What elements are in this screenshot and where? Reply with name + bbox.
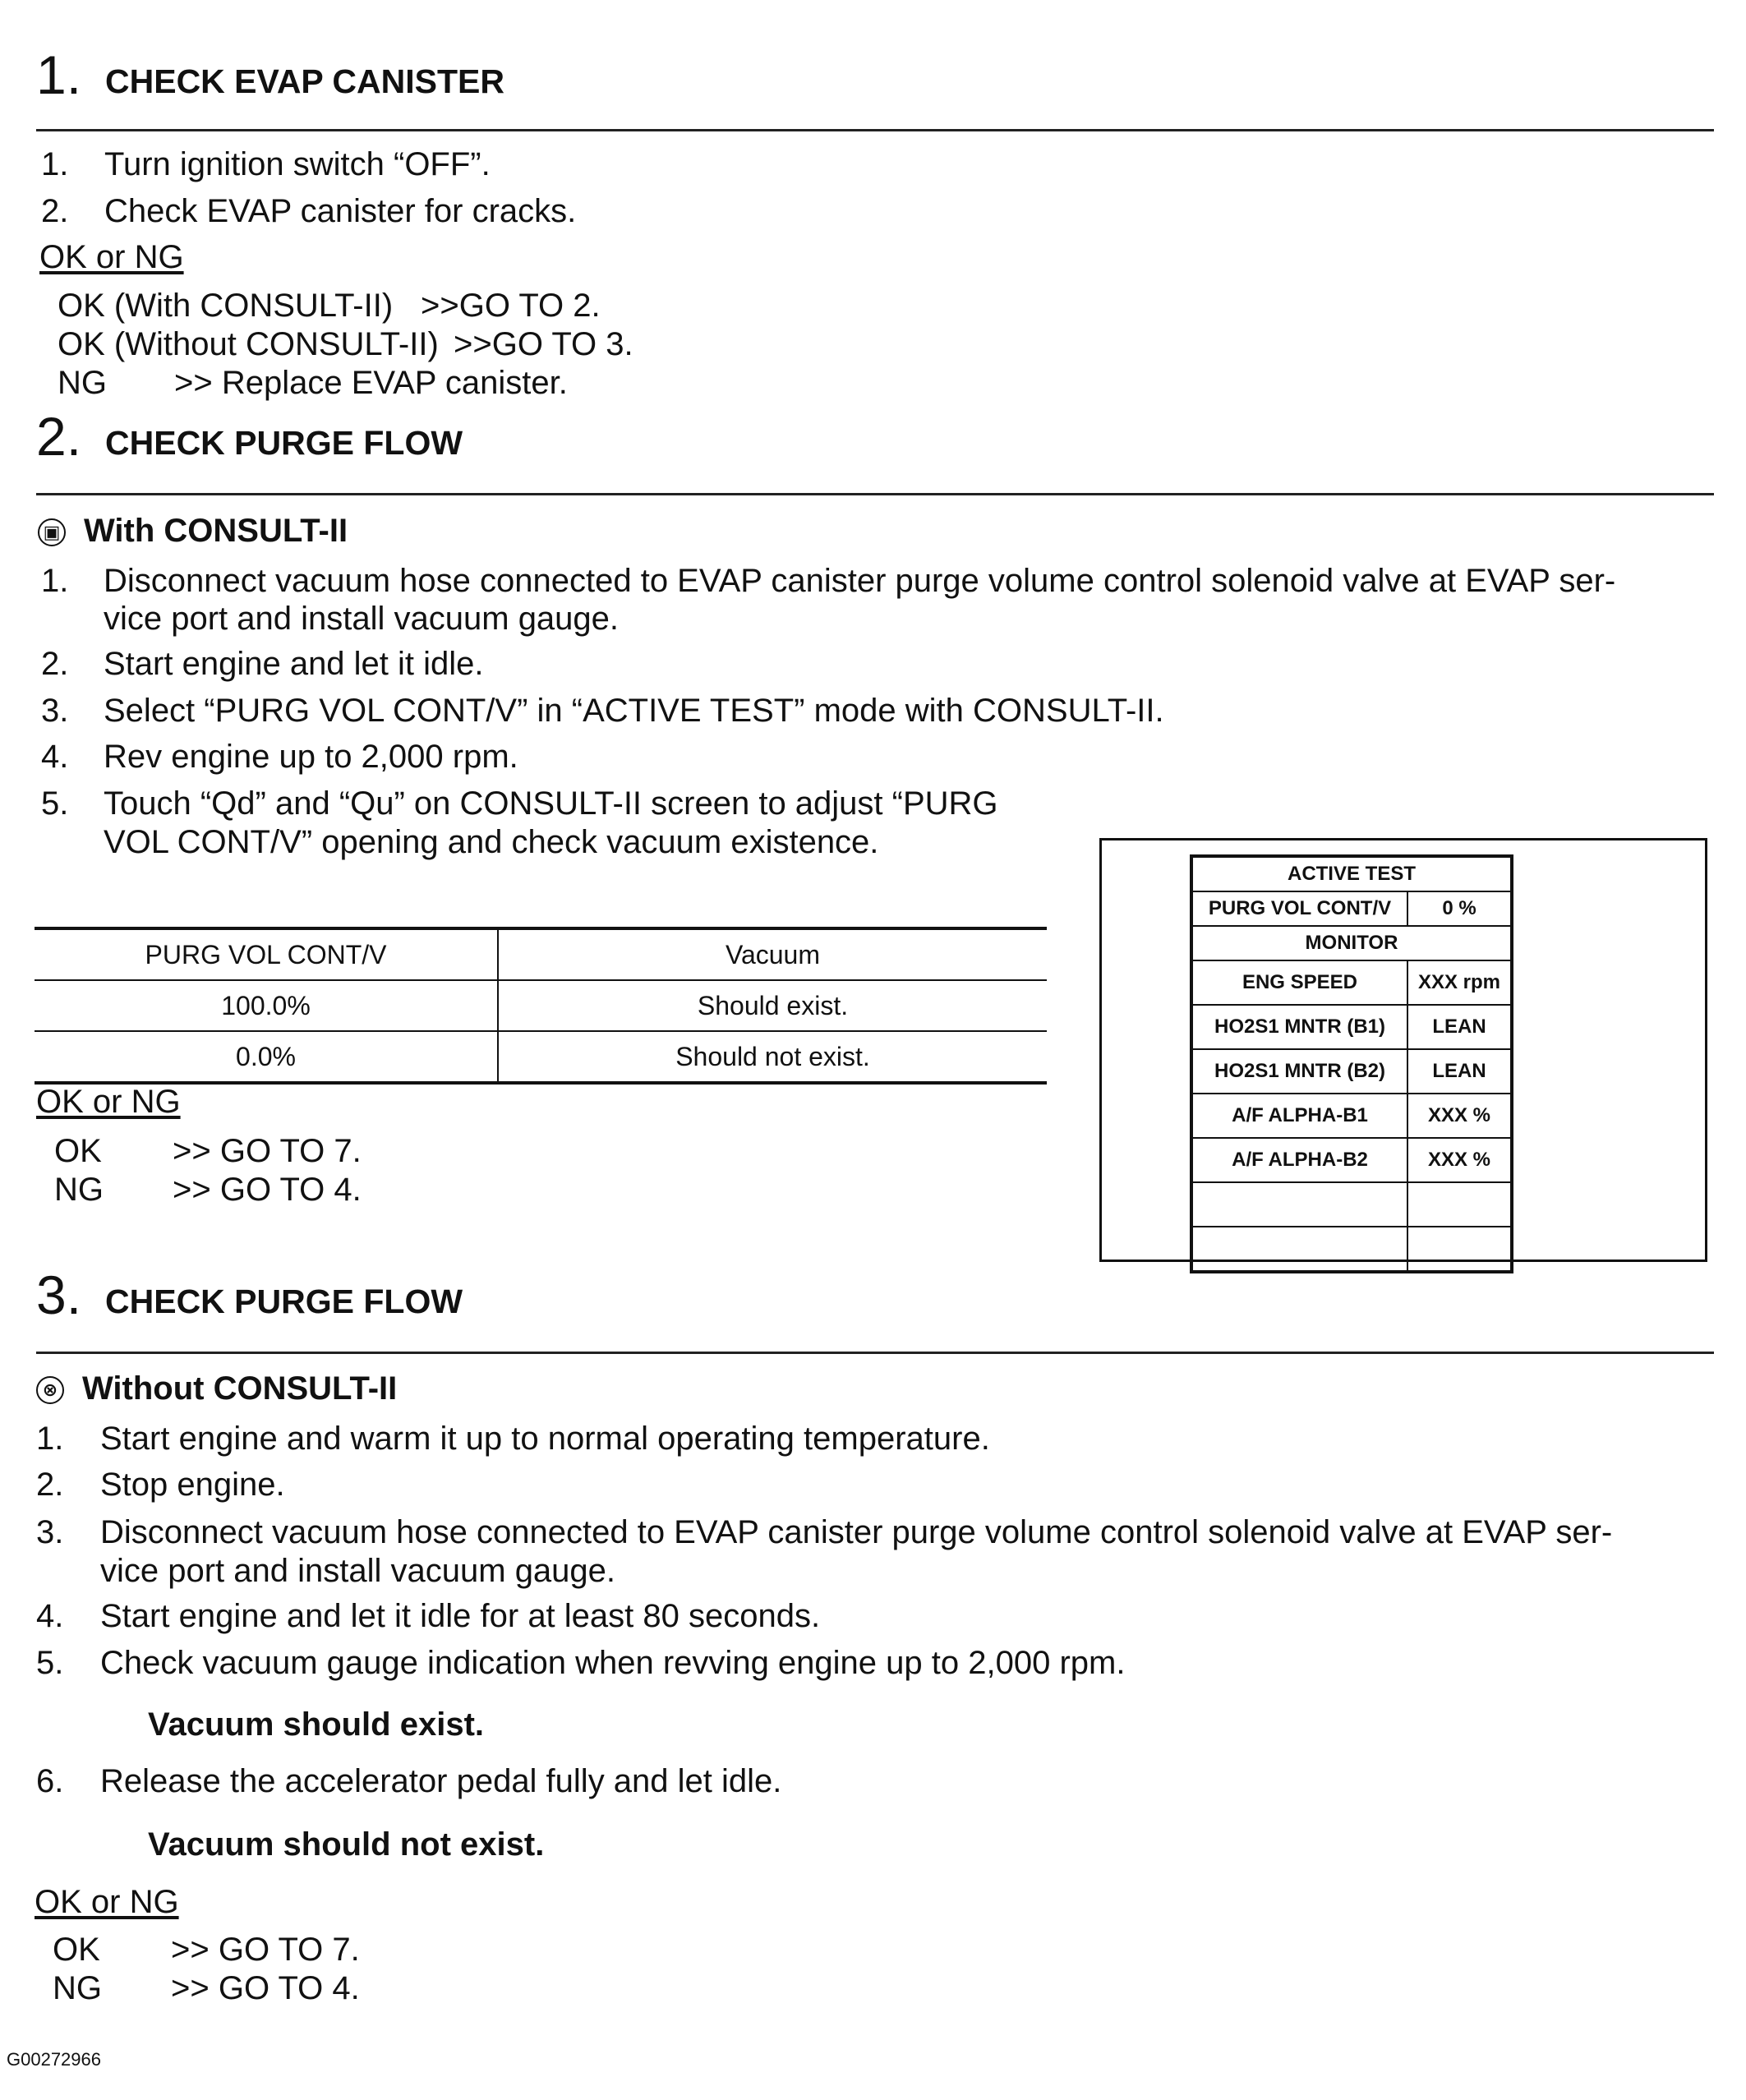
section-3-title: CHECK PURGE FLOW xyxy=(105,1283,463,1320)
mode-label: With CONSULT-II xyxy=(84,513,348,549)
active-test-title: ACTIVE TEST xyxy=(1191,856,1512,891)
spec-vacuum-exist: Vacuum should exist. xyxy=(148,1706,485,1743)
section-1-number: 1. xyxy=(36,44,82,105)
step-text: Turn ignition switch “OFF”. xyxy=(104,146,491,182)
outcome-result: >>GO TO 2. xyxy=(421,288,601,324)
monitor-label: MONITOR xyxy=(1191,926,1512,960)
section-3-number: 3. xyxy=(36,1264,82,1325)
ok-or-ng-label: OK or NG xyxy=(36,1084,181,1120)
figure-id: G00272966 xyxy=(7,2049,101,2070)
step-text: Rev engine up to 2,000 rpm. xyxy=(104,739,518,775)
step-number: 1. xyxy=(41,563,69,599)
monitor-item-value: LEAN xyxy=(1407,1005,1512,1049)
outcome-result: >> GO TO 7. xyxy=(171,1932,360,1968)
monitor-item-value: XXX % xyxy=(1407,1094,1512,1138)
monitor-row-empty xyxy=(1191,1182,1512,1227)
monitor-item-value xyxy=(1407,1227,1512,1272)
active-test-screen xyxy=(1190,854,1513,1273)
step-text: Start engine and let it idle. xyxy=(104,646,484,682)
monitor-row xyxy=(1191,1138,1512,1182)
step-number: 5. xyxy=(41,785,69,822)
monitor-item-label: ENG SPEED xyxy=(1191,960,1407,1005)
monitor-row-empty xyxy=(1191,1227,1512,1272)
step-text: Disconnect vacuum hose connected to EVAP canister purge volume control solenoid valve at EVAP ser- xyxy=(100,1514,1613,1550)
outcome-result: >> GO TO 4. xyxy=(171,1970,360,2006)
step-text: Stop engine. xyxy=(100,1467,285,1503)
step-number: 2. xyxy=(41,646,69,682)
section-2-header xyxy=(36,406,1712,470)
outcome-key: OK (With CONSULT-II) xyxy=(58,288,394,324)
step-number: 3. xyxy=(36,1514,64,1550)
table-cell: Should exist. xyxy=(498,980,1047,1031)
step-number: 4. xyxy=(36,1598,64,1634)
outcome-key: NG xyxy=(54,1172,104,1208)
step-text: Select “PURG VOL CONT/V” in “ACTIVE TEST” mode with CONSULT-II. xyxy=(104,693,1164,729)
monitor-row xyxy=(1191,1094,1512,1138)
step-number: 3. xyxy=(41,693,69,729)
table-row xyxy=(35,980,1047,1031)
active-test-figure xyxy=(1099,838,1707,1262)
monitor-item-label: A/F ALPHA-B1 xyxy=(1191,1094,1407,1138)
spec-vacuum-not-exist: Vacuum should not exist. xyxy=(148,1826,545,1863)
step-text: Release the accelerator pedal fully and let idle. xyxy=(100,1763,782,1799)
table-header: Vacuum xyxy=(498,928,1047,980)
outcome-result: >>GO TO 3. xyxy=(454,326,633,362)
monitor-item-label: HO2S1 MNTR (B2) xyxy=(1191,1049,1407,1094)
outcome-key: OK (Without CONSULT-II) xyxy=(58,326,439,362)
outcome-key: OK xyxy=(53,1932,100,1968)
purge-vacuum-table xyxy=(35,927,1047,1085)
outcome-key: NG xyxy=(53,1970,102,2006)
step-number: 6. xyxy=(36,1763,64,1799)
outcome-result: >> Replace EVAP canister. xyxy=(174,365,568,401)
section-1-header xyxy=(36,44,1712,108)
monitor-item-label: A/F ALPHA-B2 xyxy=(1191,1138,1407,1182)
monitor-item-value: XXX rpm xyxy=(1407,960,1512,1005)
monitor-row xyxy=(1191,1005,1512,1049)
step-text: Check EVAP canister for cracks. xyxy=(104,193,577,229)
monitor-item-value: LEAN xyxy=(1407,1049,1512,1094)
step-number: 1. xyxy=(36,1421,64,1457)
step-number: 1. xyxy=(41,146,69,182)
ok-or-ng-label: OK or NG xyxy=(39,239,184,275)
monitor-item-value: XXX % xyxy=(1407,1138,1512,1182)
outcome-result: >> GO TO 7. xyxy=(173,1133,362,1169)
step-text: Disconnect vacuum hose connected to EVAP canister purge volume control solenoid valve at EVAP ser- xyxy=(104,563,1616,599)
control-label: PURG VOL CONT/V xyxy=(1191,891,1407,926)
ok-or-ng-label: OK or NG xyxy=(35,1884,179,1920)
section-1-divider xyxy=(36,129,1714,131)
table-cell: 100.0% xyxy=(35,980,498,1031)
step-text-cont: vice port and install vacuum gauge. xyxy=(104,601,620,637)
step-number: 4. xyxy=(41,739,69,775)
mode-label: Without CONSULT-II xyxy=(82,1370,398,1407)
section-2-divider xyxy=(36,493,1714,495)
section-2-number: 2. xyxy=(36,406,82,467)
section-3-header xyxy=(36,1264,1712,1329)
step-text-cont: VOL CONT/V” opening and check vacuum existence. xyxy=(104,824,879,860)
step-text: Touch “Qd” and “Qu” on CONSULT-II screen to adjust “PURG xyxy=(104,785,998,822)
monitor-item-label: HO2S1 MNTR (B1) xyxy=(1191,1005,1407,1049)
monitor-row xyxy=(1191,960,1512,1005)
control-value: 0 % xyxy=(1407,891,1512,926)
outcome-key: NG xyxy=(58,365,107,401)
step-number: 2. xyxy=(36,1467,64,1503)
table-row xyxy=(35,1031,1047,1083)
step-text-cont: vice port and install vacuum gauge. xyxy=(100,1553,616,1589)
table-cell: Should not exist. xyxy=(498,1031,1047,1083)
step-number: 2. xyxy=(41,193,69,229)
section-1-title: CHECK EVAP CANISTER xyxy=(105,62,504,100)
step-text: Start engine and warm it up to normal operating temperature. xyxy=(100,1421,990,1457)
table-cell: 0.0% xyxy=(35,1031,498,1083)
monitor-item-value xyxy=(1407,1182,1512,1227)
step-text: Check vacuum gauge indication when revving engine up to 2,000 rpm. xyxy=(100,1645,1126,1681)
monitor-item-label xyxy=(1191,1182,1407,1227)
outcome-result: >> GO TO 4. xyxy=(173,1172,362,1208)
consult-ii-icon: ▣ xyxy=(38,518,66,546)
section-2-title: CHECK PURGE FLOW xyxy=(105,424,463,462)
monitor-item-label xyxy=(1191,1227,1407,1272)
section-3-divider xyxy=(36,1352,1714,1354)
without-consult-ii-icon: ⊗ xyxy=(36,1376,64,1404)
step-number: 5. xyxy=(36,1645,64,1681)
outcome-key: OK xyxy=(54,1133,102,1169)
table-header: PURG VOL CONT/V xyxy=(35,928,498,980)
monitor-row xyxy=(1191,1049,1512,1094)
step-text: Start engine and let it idle for at least 80 seconds. xyxy=(100,1598,821,1634)
